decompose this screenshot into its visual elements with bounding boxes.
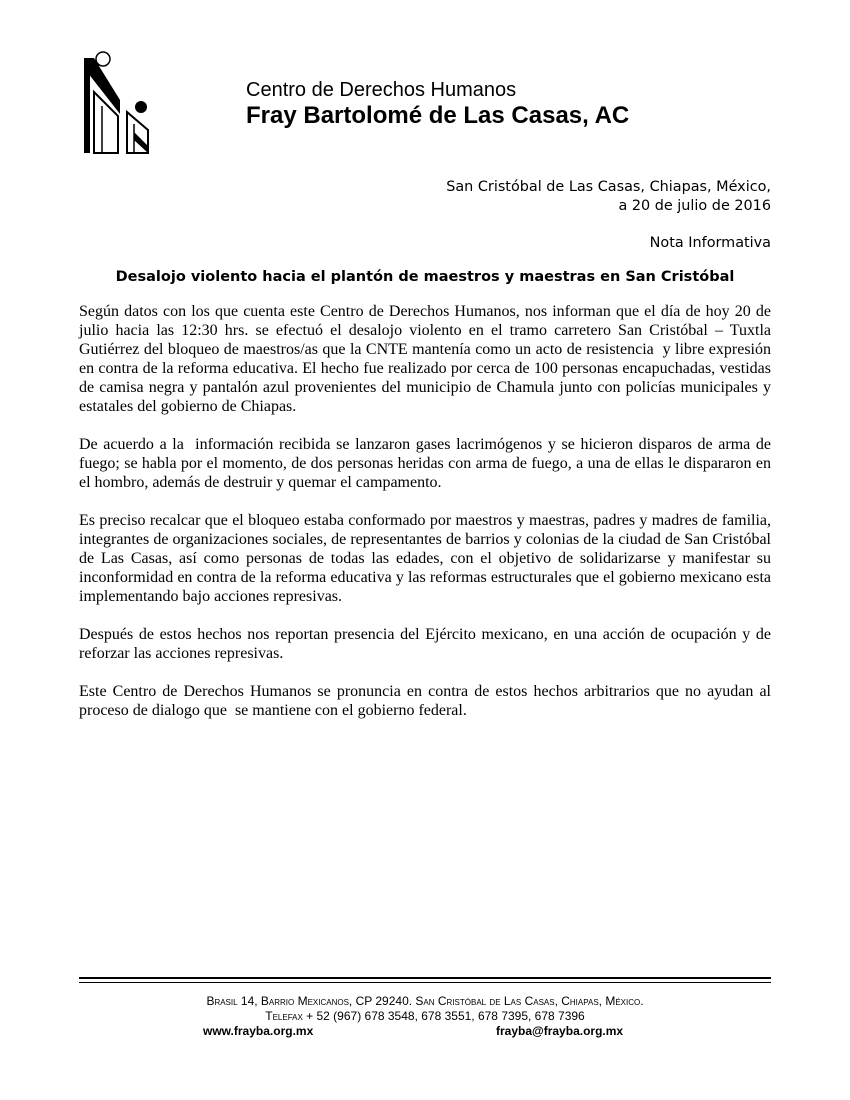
footer-phone: Telefax + 52 (967) 678 3548, 678 3551, 678 7395, 678 7396: [265, 1009, 585, 1023]
place-line: San Cristóbal de Las Casas, Chiapas, México,: [446, 179, 771, 195]
org-heading: [246, 78, 629, 130]
org-name: Fray Bartolomé de Las Casas, AC: [246, 102, 630, 129]
frayba-logo-icon: [80, 50, 152, 156]
email-link[interactable]: frayba@frayba.org.mx: [496, 1024, 624, 1038]
paragraph: Este Centro de Derechos Humanos se pronuncia en contra de estos hechos arbitrarios que no ayudan al proceso de dialogo que se mantiene con el gobierno federal.: [79, 683, 775, 719]
document-meta: [446, 178, 771, 253]
footer-rule-thin: [79, 982, 771, 983]
footer-rule-thick: [79, 977, 771, 979]
footer-address: Brasil 14, Barrio Mexicanos, CP 29240. San Cristóbal de Las Casas, Chiapas, México.: [206, 994, 644, 1008]
website-link[interactable]: www.frayba.org.mx: [203, 1024, 314, 1038]
paragraph: Es preciso recalcar que el bloqueo estaba conformado por maestros y maestras, padres y madres de familia, integrantes de organizaciones sociales, de representantes de barrios y colonias de la ciudad de San Cristóbal de Las Casas, así como personas de todas las edades, con el objetivo de solidarizarse y manifestar su inconformidad en contra de la reforma educativa y las reformas estructurales que el gobierno mexicano esta implementando bajo acciones represivas.: [79, 512, 775, 605]
footer: [79, 994, 771, 1039]
paragraph: Según datos con los que cuenta este Centro de Derechos Humanos, nos informan que el día de hoy 20 de julio hacia las 12:30 hrs. se efectuó el desalojo violento en el tramo carretero San Cristóbal – Tuxtla Gutiérrez del bloqueo de maestros/as que la CNTE mantenía como un acto de resistencia y libre expresión en contra de la reforma educativa. El hecho fue realizado por cerca de 100 personas encapuchadas, vestidas de camisa negra y pantalón azul provenientes del municipio de Chamula junto con policías municipales y estatales del gobierno de Chiapas.: [79, 303, 775, 415]
date-line: a 20 de julio de 2016: [618, 198, 771, 214]
document-body: [79, 302, 775, 739]
paragraph: De acuerdo a la información recibida se lanzaron gases lacrimógenos y se hicieron disparos de arma de fuego; se habla por el momento, de dos personas heridas con arma de fuego, a una de ellas le dispararon en el hombro, además de destruir y quemar el campamento.: [79, 436, 775, 491]
footer-links: [79, 1024, 771, 1039]
document-title: Desalojo violento hacia el plantón de maestros y maestras en San Cristóbal: [115, 269, 735, 285]
document-type: Nota Informativa: [649, 235, 771, 251]
paragraph: Después de estos hechos nos reportan presencia del Ejército mexicano, en una acción de ocupación y de reforzar las acciones represivas.: [79, 626, 775, 662]
org-subtitle: Centro de Derechos Humanos: [246, 79, 517, 101]
